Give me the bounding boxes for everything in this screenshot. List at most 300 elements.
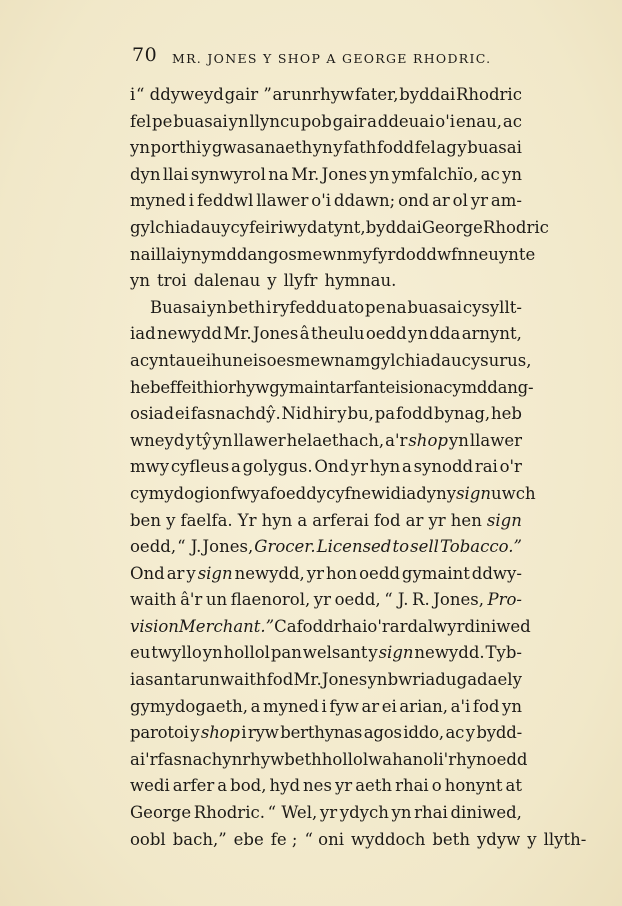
word: twyllo: [151, 643, 202, 663]
word: llyfr: [283, 271, 318, 291]
word: o'i: [435, 111, 456, 131]
word: gadael: [456, 670, 513, 690]
word: Licensed: [316, 537, 392, 557]
word: theulu: [310, 324, 365, 344]
word: mewn: [294, 350, 345, 370]
word: Tyb-: [485, 643, 522, 663]
word: i: [241, 723, 247, 743]
word: unrhyw: [290, 85, 355, 104]
word: o'r: [499, 457, 522, 477]
text-line: [130, 534, 522, 561]
word: rhyw: [228, 377, 270, 397]
word: fod: [266, 670, 294, 690]
word: yr: [319, 803, 338, 823]
word: arfer: [172, 776, 215, 796]
word: myned: [130, 191, 186, 211]
word: newydd: [157, 324, 223, 344]
word: rhai: [333, 616, 368, 636]
word: dwfn: [426, 244, 468, 264]
word: eu: [130, 643, 151, 663]
word: pob: [300, 111, 332, 131]
word: bod,: [230, 776, 267, 796]
word: cysyllt-: [462, 297, 522, 317]
word: na: [268, 164, 289, 184]
word: ato: [337, 297, 365, 317]
text-line: [130, 375, 534, 402]
word: “ ddyweyd: [135, 85, 224, 104]
word: oedd: [359, 563, 400, 583]
word: effeithio: [160, 377, 229, 397]
word: fath: [343, 138, 377, 158]
word: ynte: [498, 244, 536, 264]
word: arferai: [312, 510, 369, 530]
word: hymnau.: [324, 271, 397, 291]
word: y: [527, 829, 537, 849]
word: ydych: [339, 803, 389, 823]
word: Nid: [281, 404, 312, 424]
word: i: [321, 696, 327, 716]
word: hollol: [223, 643, 270, 663]
word: faelfa.: [180, 510, 233, 530]
word: tŷ: [195, 430, 212, 450]
word: iad: [130, 324, 156, 344]
word: ryfeddu: [272, 297, 338, 317]
word: berthynas: [280, 723, 363, 743]
word: llyncu: [249, 111, 300, 131]
word: yn: [212, 430, 233, 450]
word: ymfalchïo,: [391, 164, 479, 184]
word: enau,: [455, 111, 502, 131]
text-line: [130, 188, 522, 215]
word: yn: [312, 138, 333, 158]
word: George: [421, 217, 483, 237]
word: llyth-: [543, 829, 587, 849]
word: dda: [429, 324, 461, 344]
word: “ J.: [177, 537, 202, 557]
word: rhai: [395, 776, 429, 796]
word: “ oni: [304, 829, 344, 849]
word: newydd,: [234, 563, 305, 583]
text-line: [130, 295, 522, 322]
word: y: [166, 510, 176, 530]
word: fodd: [396, 404, 434, 424]
word: buasai: [173, 111, 228, 131]
text-line: [130, 242, 536, 269]
word: ddawn;: [333, 191, 396, 211]
text-line: [130, 135, 522, 162]
word: yn: [130, 138, 150, 158]
word: rhai: [414, 803, 448, 823]
word: shop: [408, 430, 448, 450]
word: osiad: [130, 404, 175, 424]
word: y: [190, 723, 200, 743]
word: i: [130, 85, 136, 104]
word: rhywbeth: [242, 749, 322, 769]
word: yr: [313, 590, 332, 610]
word: mewn: [296, 244, 348, 264]
word: mwy: [130, 457, 170, 477]
word: bydd-: [476, 723, 522, 743]
word: oedd,: [334, 590, 381, 610]
word: Mr.: [291, 164, 320, 184]
word: ymddangos: [201, 244, 297, 264]
word: gair: [332, 111, 367, 131]
word: yr: [334, 776, 353, 796]
text-line: [130, 162, 522, 189]
word: porthi: [150, 138, 202, 158]
word: ryw: [247, 723, 279, 743]
word: dyn: [130, 164, 161, 184]
word: yn: [181, 244, 202, 264]
word: Jones: [252, 324, 299, 344]
word: pa: [374, 404, 396, 424]
word: gymaint: [269, 377, 336, 397]
word: ben: [130, 510, 161, 530]
word: bach,”: [172, 829, 227, 849]
word: a: [250, 696, 261, 716]
word: y: [333, 138, 343, 158]
word: Rhodric: [456, 85, 522, 104]
word: llawer: [256, 191, 309, 211]
word: â: [299, 324, 310, 344]
word: diniwed: [464, 616, 531, 636]
word: oedd: [486, 749, 528, 769]
word: oedd: [275, 483, 317, 503]
word: ar: [335, 377, 354, 397]
word: ar: [166, 563, 185, 583]
word: y: [457, 138, 467, 158]
word: yn: [222, 749, 243, 769]
word: diniwed,: [450, 803, 522, 823]
text-line: [130, 481, 536, 508]
word: ardalwyr: [389, 616, 465, 636]
word: yn: [391, 803, 412, 823]
word: nes: [303, 776, 332, 796]
word: golygus.: [242, 457, 313, 477]
word: unwaith: [198, 670, 267, 690]
word: flaenorol,: [230, 590, 311, 610]
word: gylchiadau: [130, 217, 222, 237]
word: yn: [408, 324, 428, 344]
word: Yr: [237, 510, 257, 530]
word: sign: [197, 563, 233, 583]
word: “ J.: [384, 590, 409, 610]
word: hen: [450, 510, 482, 530]
text-line: [130, 321, 522, 348]
word: neu: [467, 244, 499, 264]
word: fasnachdŷ.: [190, 404, 281, 424]
word: hir: [312, 404, 337, 424]
word: yr: [470, 191, 488, 211]
word: oedd,: [130, 537, 177, 557]
word: wahanol: [368, 749, 439, 769]
word: y: [465, 723, 475, 743]
word: ag: [436, 138, 457, 158]
word: yn: [130, 271, 150, 291]
word: fater,: [354, 85, 399, 104]
word: naill: [130, 244, 167, 264]
word: am-: [490, 191, 522, 211]
word: yn: [502, 164, 522, 184]
word: hyn: [456, 749, 487, 769]
text-line: [130, 268, 522, 295]
text-line: [130, 694, 522, 721]
word: na: [386, 297, 407, 317]
word: George: [130, 803, 192, 823]
word: newydd.: [414, 643, 485, 663]
text-line: [130, 614, 531, 641]
word: “ Wel,: [267, 803, 318, 823]
word: un: [205, 590, 228, 610]
word: llai: [162, 164, 189, 184]
word: i: [188, 191, 195, 211]
word: Mr.: [223, 324, 252, 344]
word: parotoi: [130, 723, 189, 743]
word: a: [217, 776, 228, 796]
word: ar: [361, 696, 380, 716]
word: sign: [378, 643, 414, 663]
word: sell: [410, 537, 439, 557]
word: sign: [456, 483, 492, 503]
word: heb: [491, 404, 522, 424]
word: pe: [152, 111, 173, 131]
word: Mr.: [293, 670, 322, 690]
text-line: [130, 508, 522, 535]
body-text: [130, 82, 587, 853]
text-line: [130, 348, 532, 375]
word: yn: [448, 430, 469, 450]
word: gwasanaeth: [211, 138, 313, 158]
word: yr: [306, 563, 324, 583]
word: yr: [350, 457, 368, 477]
word: ebe: [233, 829, 264, 849]
word: a: [402, 457, 412, 477]
word: yn: [206, 297, 227, 317]
page-number: 70: [132, 44, 158, 66]
word: hyn: [261, 510, 293, 530]
word: ei: [381, 696, 397, 716]
word: agos: [363, 723, 402, 743]
word: yr: [428, 510, 446, 530]
word: Grocer.: [254, 537, 316, 557]
word: fe ;: [270, 829, 298, 849]
word: ei: [174, 404, 190, 424]
word: arnynt,: [461, 324, 522, 344]
word: ac: [130, 350, 150, 370]
word: synodd: [413, 457, 474, 477]
word: y: [337, 404, 347, 424]
text-line: [130, 827, 587, 854]
word: Jones,: [202, 537, 254, 557]
word: yn: [369, 164, 390, 184]
word: beth: [432, 829, 470, 849]
word: shop: [200, 723, 240, 743]
word: yn: [228, 111, 249, 131]
word: oedd: [365, 324, 407, 344]
word: y: [446, 483, 457, 503]
word: a: [367, 111, 377, 131]
word: cyfleus: [170, 457, 230, 477]
word: troi: [156, 271, 187, 291]
word: Cafodd: [274, 616, 334, 636]
word: bu,: [347, 404, 374, 424]
word: y: [202, 138, 212, 158]
word: to: [392, 537, 410, 557]
word: aeth: [355, 776, 393, 796]
word: y: [316, 483, 327, 503]
word: ac: [445, 723, 465, 743]
word: uwch: [491, 483, 536, 503]
text-line: [130, 587, 522, 614]
text-line: [130, 720, 522, 747]
word: fanteision: [353, 377, 434, 397]
word: o'i: [311, 191, 332, 211]
word: Ond: [314, 457, 350, 477]
word: atynt,: [317, 217, 366, 237]
text-line: [130, 401, 522, 428]
word: yn: [426, 483, 447, 503]
word: bynag,: [434, 404, 491, 424]
word: waith: [130, 590, 177, 610]
word: cyfeiriwyd: [230, 217, 318, 237]
text-line: [130, 561, 522, 588]
word: cyfnewidiad: [326, 483, 427, 503]
word: heb: [130, 377, 161, 397]
text-line: [130, 667, 522, 694]
text-line: [130, 109, 522, 136]
word: ond: [398, 191, 430, 211]
word: y: [512, 670, 522, 690]
page-header: [132, 44, 522, 74]
word: ar: [405, 510, 424, 530]
word: llawer: [469, 430, 522, 450]
word: i: [266, 297, 272, 317]
word: fel: [414, 138, 436, 158]
word: y: [185, 430, 195, 450]
word: iasant: [130, 670, 181, 690]
word: byddai: [399, 85, 456, 104]
word: at: [505, 776, 522, 796]
word: yn: [367, 670, 388, 690]
word: ac: [480, 164, 500, 184]
word: fyw: [329, 696, 359, 716]
word: oobl: [130, 829, 166, 849]
word: rai: [474, 457, 498, 477]
word: a'r: [385, 430, 408, 450]
text-line: [130, 454, 522, 481]
word: hyn: [369, 457, 401, 477]
word: gymydogaeth,: [130, 696, 249, 716]
word: y: [186, 563, 196, 583]
word: beth: [227, 297, 266, 317]
word: dalenau: [193, 271, 261, 291]
word: welsant: [302, 643, 368, 663]
text-line: [130, 800, 522, 827]
word: â'r: [180, 590, 203, 610]
word: y: [368, 643, 378, 663]
word: yn: [502, 696, 522, 716]
word: R.: [412, 590, 430, 610]
word: Jones: [321, 164, 368, 184]
word: a'i: [450, 696, 471, 716]
word: yntau: [149, 350, 197, 370]
word: amgylchiadau: [344, 350, 462, 370]
word: synwyrol: [190, 164, 266, 184]
word: ar: [272, 85, 291, 104]
word: a: [231, 457, 241, 477]
word: fasnach: [157, 749, 223, 769]
word: ac: [433, 377, 453, 397]
word: llawer: [233, 430, 286, 450]
word: hyd: [269, 776, 301, 796]
word: cysurus,: [461, 350, 532, 370]
word: ei: [196, 350, 212, 370]
word: wedi: [130, 776, 170, 796]
word: ar: [180, 670, 199, 690]
word: yn: [202, 643, 223, 663]
word: ddwy-: [471, 563, 522, 583]
word: vision: [130, 616, 179, 636]
word: arian,: [399, 696, 449, 716]
word: buasai: [467, 138, 522, 158]
word: fwyaf: [230, 483, 276, 503]
word: eisoes: [243, 350, 295, 370]
word: ymddang-: [452, 377, 534, 397]
word: ai: [166, 244, 182, 264]
word: byddai: [365, 217, 422, 237]
word: sign: [486, 510, 522, 530]
word: feddwl: [196, 191, 254, 211]
running-title: MR. JONES Y SHOP A GEORGE RHODRIC.: [172, 51, 492, 66]
word: Buasai: [150, 297, 207, 317]
text-line: [130, 215, 549, 242]
word: fod: [472, 696, 500, 716]
text-line: [130, 773, 522, 800]
word: honynt: [444, 776, 503, 796]
word: a: [297, 510, 308, 530]
word: i'r: [438, 749, 457, 769]
word: Rhodric: [482, 217, 549, 237]
word: bwriadu: [387, 670, 457, 690]
word: y: [267, 271, 277, 291]
word: y: [221, 217, 231, 237]
word: o'r: [367, 616, 390, 636]
word: Merchant.”: [178, 616, 275, 636]
word: pe: [365, 297, 386, 317]
word: Jones: [321, 670, 368, 690]
word: ai'r: [130, 749, 158, 769]
word: ac: [502, 111, 522, 131]
word: gymaint: [401, 563, 470, 583]
word: gair ”: [224, 85, 272, 104]
word: wyddoch: [350, 829, 426, 849]
text-line: [130, 640, 522, 667]
word: Jones,: [433, 590, 484, 610]
word: iddo,: [403, 723, 444, 743]
word: ddeuai: [377, 111, 435, 131]
word: pan: [270, 643, 302, 663]
word: ol: [452, 191, 468, 211]
word: Pro-: [487, 590, 522, 610]
word: helaethach,: [286, 430, 385, 450]
word: fod: [373, 510, 401, 530]
word: wneyd: [130, 430, 185, 450]
text-line: [130, 82, 522, 109]
word: Ond: [130, 563, 165, 583]
word: hollol: [321, 749, 369, 769]
text-line: [130, 747, 528, 774]
word: ydyw: [476, 829, 521, 849]
